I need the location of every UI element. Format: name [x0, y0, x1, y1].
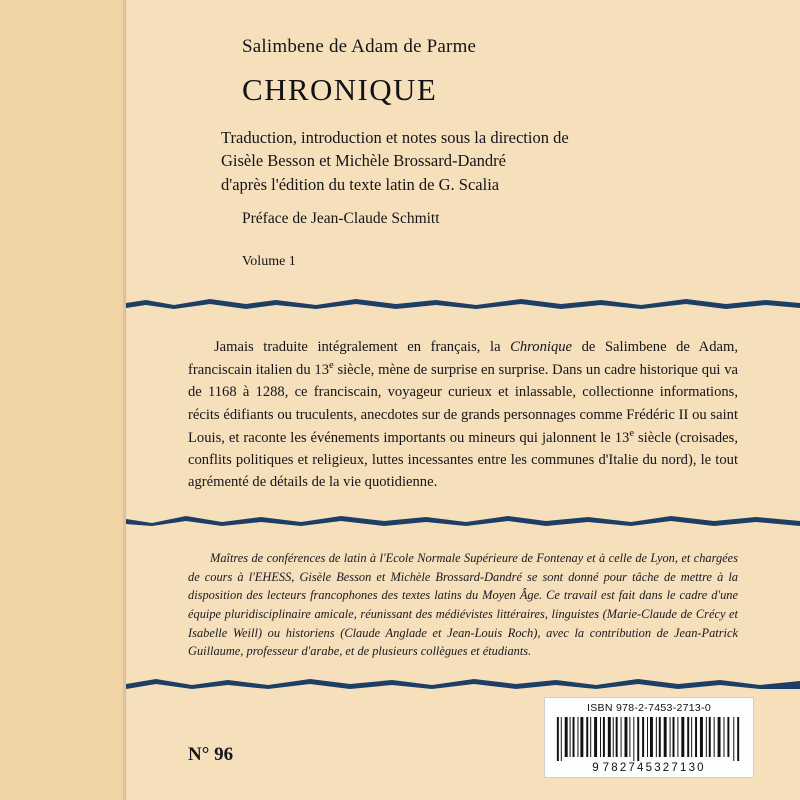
barcode-main-digits: 782745327130 [602, 762, 706, 774]
credits-paragraph [188, 549, 738, 661]
barcode-icon [551, 717, 747, 761]
blurb-sup-2: e [629, 427, 634, 439]
cover-footer [126, 680, 800, 800]
preface-credit: Préface de Jean-Claude Schmitt [242, 210, 440, 228]
subtitle-line-1: Traduction, introduction et notes sous la direction de [221, 128, 569, 147]
subtitle-block [221, 126, 740, 196]
blurb-part-4: siècle (croisades, conflits politiques et religieux, luttes incessantes entre les communes d'Italie du nord), le tout agrémenté de détails de la vie quotidienne. [188, 429, 738, 491]
blurb-part-1: Jamais traduite intégralement en français, la [214, 339, 511, 356]
cover-spine [0, 0, 126, 800]
blurb-part-2: de Salimbene de Adam, franciscain italien du 13 [188, 339, 738, 379]
title-block [126, 0, 800, 270]
ink-rule-middle-graphic [126, 513, 800, 527]
barcode-lead-digit: 9 [592, 762, 600, 774]
barcode-block [544, 697, 754, 778]
blurb-part-3: siècle, mène de surprise en surprise. Dans un cadre historique qui va de 1168 à 1288, ce franciscain, voyageur curieux et inlassable, collectionne informations, récits édifiants ou truculents, anecdotes sur de grands personnages comme Frédéric II ou saint Louis, et raconte les événements importants ou mineurs qui jalonnent le 13 [188, 362, 738, 446]
ink-rule-top-graphic [126, 296, 800, 310]
blurb-italic-title: Chronique [510, 339, 573, 356]
blurb-paragraph [188, 336, 738, 493]
author-name: Salimbene de Adam de Parme [242, 36, 477, 57]
isbn-label: ISBN 978-2-7453-2713-0 [587, 702, 711, 714]
subtitle-line-3: d'après l'édition du texte latin de G. Scalia [221, 174, 500, 194]
cover-content [126, 0, 800, 800]
subtitle-line-2: Gisèle Besson et Michèle Brossard-Dandré [221, 151, 507, 171]
credits-text: Maîtres de conférences de latin à l'Ecole Normale Supérieure de Fontenay et à celle de Lyon, et chargées de cours à l'EHESS, Gisèle Besson et Michèle Brossard-Dandré se sont donné pour tâche de mettre à la disposition des lecteurs francophones des textes latins du Moyen Âge. Ce travail est fait dans le cadre d'une équipe pluridisciplinaire amicale, réunissant des médiévistes littéraires, linguistes (Marie-Claude de Crécy et Isabelle Weill) ou historiens (Claude Anglade et Jean-Louis Roch), avec la contribution de Jean-Patrick Guillaume, professeur d'arabe, et de plusieurs collègues et étudiants. [188, 551, 738, 659]
ink-rule-middle [126, 513, 800, 527]
ink-rule-top [126, 296, 800, 310]
series-number: N° 96 [188, 744, 234, 765]
barcode-digits [551, 762, 747, 774]
volume-label: Volume 1 [242, 254, 296, 270]
blurb-sup-1: e [329, 360, 334, 372]
page-title: CHRONIQUE [242, 72, 438, 107]
